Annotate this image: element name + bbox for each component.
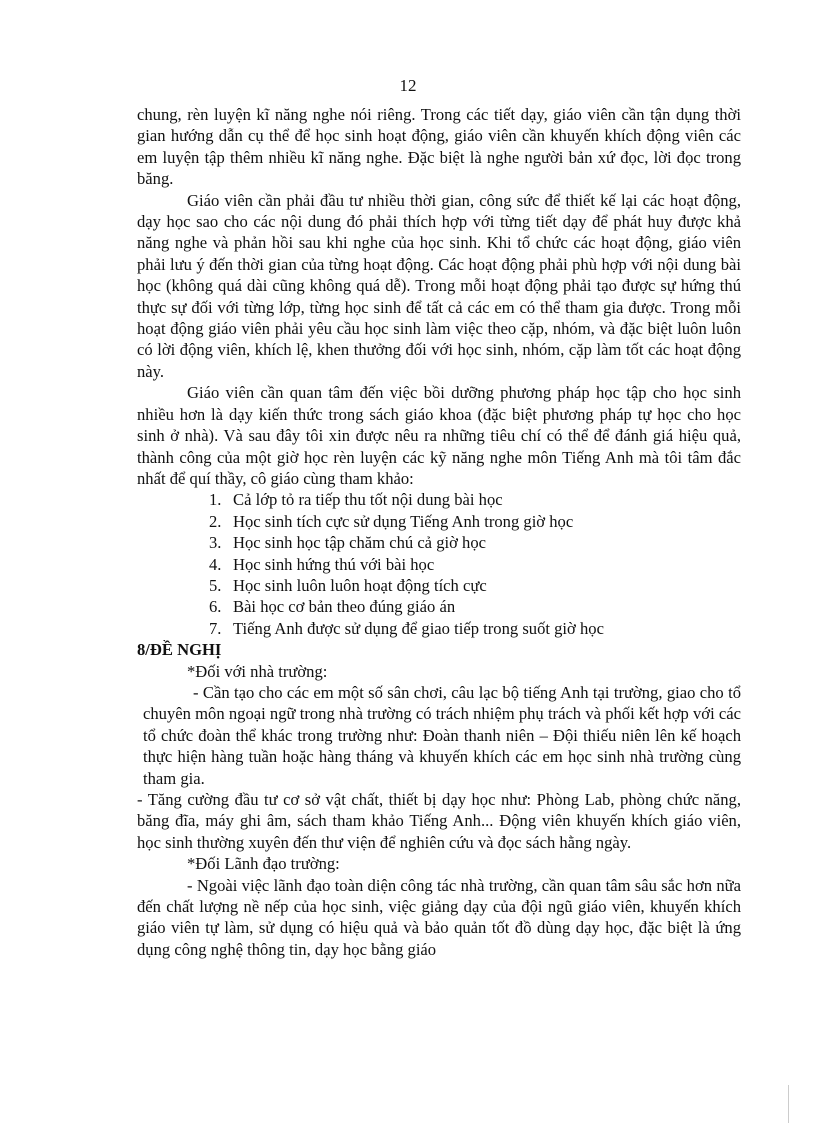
list-item-text: Bài học cơ bản theo đúng giáo án xyxy=(233,597,456,617)
list-item-number: 7. xyxy=(209,618,222,638)
paragraph-school-clubs: - Cần tạo cho các em một số sân chơi, câu lạc bộ tiếng Anh tại trường, giao cho tổ chuyên môn ngoại ngữ trong nhà trường có trách nhiệm phụ trách và phối kết hợp với các tổ chức đoàn thể khác trong trường như: Đoàn thanh niên – Đội thiếu niên lên kế hoạch thực hiện hàng tuần hoặc hàng tháng và khuyến khích các em học sinh nhà trường cùng tham gia. xyxy=(143,682,741,788)
school-label: *Đối với nhà trường: xyxy=(187,661,328,681)
list-item xyxy=(209,575,741,596)
paragraph-activities: Giáo viên cần phải đầu tư nhiều thời gian, công sức để thiết kế lại các hoạt động, dạy học sao cho các nội dung đó phải thích hợp với từng tiết dạy để phát huy được khả năng nghe và phản hồi sau khi nghe của học sinh. Khi tổ chức các hoạt động, giáo viên phải lưu ý đến thời gian của từng hoạt động. Các hoạt động phải phù hợp với nội dung bài học (không quá dài cũng không quá dễ). Trong mỗi hoạt động phải tạo được sự hứng thú thực sự đối với từng lớp, từng học sinh để tất cả các em có thể tham gia được. Trong mỗi hoạt động giáo viên phải yêu cầu học sinh làm việc theo cặp, nhóm, và đặc biệt luôn luôn có lời động viên, khích lệ, khen thưởng đối với học sinh, nhóm, cặp làm tốt các hoạt động này. xyxy=(137,190,741,381)
list-item-text: Cả lớp tỏ ra tiếp thu tốt nội dung bài học xyxy=(233,490,503,510)
list-item xyxy=(209,532,741,553)
list-item-text: Học sinh hứng thú với bài học xyxy=(233,554,435,574)
list-item-number: 5. xyxy=(209,575,222,595)
list-item-number: 3. xyxy=(209,533,222,553)
list-item xyxy=(209,618,741,639)
paragraph-methods: Giáo viên cần quan tâm đến việc bồi dưỡng phương pháp học tập cho học sinh nhiều hơn là dạy kiến thức trong sách giáo khoa (đặc biệt phương pháp tự học cho học sinh ở nhà). Và sau đây tôi xin được nêu ra những tiêu chí có thể để đánh giá hiệu quả, thành công của một giờ học rèn luyện các kỹ năng nghe môn Tiếng Anh mà tôi tâm đắc nhất để quí thầy, cô giáo cùng tham khảo: xyxy=(137,383,741,488)
list-item xyxy=(209,596,741,617)
list-item xyxy=(209,554,741,575)
list-item-number: 1. xyxy=(209,490,222,510)
list-item xyxy=(209,489,741,510)
list-item-text: Học sinh học tập chăm chú cả giờ học xyxy=(233,533,486,553)
list-item-text: Học sinh tích cực sử dụng Tiếng Anh trong giờ học xyxy=(233,511,574,531)
list-item-number: 4. xyxy=(209,554,222,574)
paragraph-school-facilities: - Tăng cường đầu tư cơ sở vật chất, thiết bị dạy học như: Phòng Lab, phòng chức năng, băng đĩa, máy ghi âm, sách tham khảo Tiếng Anh... Động viên khuyến khích giáo viên, học sinh thường xuyên đến thư viện để nghiên cứu và đọc sách hằng ngày. xyxy=(137,790,741,852)
criteria-list xyxy=(137,489,741,639)
document-body xyxy=(137,104,741,960)
list-item-number: 6. xyxy=(209,597,222,617)
section-heading: 8/ĐỀ NGHỊ xyxy=(137,640,222,660)
list-item xyxy=(209,511,741,532)
list-item-text: Học sinh luôn luôn hoạt động tích cực xyxy=(233,575,487,595)
page-edge-mark xyxy=(788,1085,792,1123)
list-item-text: Tiếng Anh được sử dụng để giao tiếp trong suốt giờ học xyxy=(233,618,604,638)
paragraph-continuation: chung, rèn luyện kĩ năng nghe nói riêng. Trong các tiết dạy, giáo viên cần tận dụng thời gian hướng dẫn cụ thể để học sinh hoạt động, giáo viên cần khuyến khích động viên các em luyện tập thêm nhiều kĩ năng nghe. Đặc biệt là nghe người bản xứ đọc, lời đọc trong băng. xyxy=(137,105,741,189)
list-item-number: 2. xyxy=(209,511,222,531)
paragraph-leaders: - Ngoài việc lãnh đạo toàn diện công tác nhà trường, cần quan tâm sâu sắc hơn nữa đến chất lượng nề nếp của học sinh, việc giảng dạy của đội ngũ giáo viên, khuyến khích giáo viên tự làm, sử dụng có hiệu quả và bảo quản tốt đồ dùng dạy học, đặc biệt là ứng dụng công nghệ thông tin, dạy học bằng giáo xyxy=(137,875,741,959)
page-number: 12 xyxy=(399,76,417,95)
leaders-label: *Đối Lãnh đạo trường: xyxy=(187,854,340,874)
